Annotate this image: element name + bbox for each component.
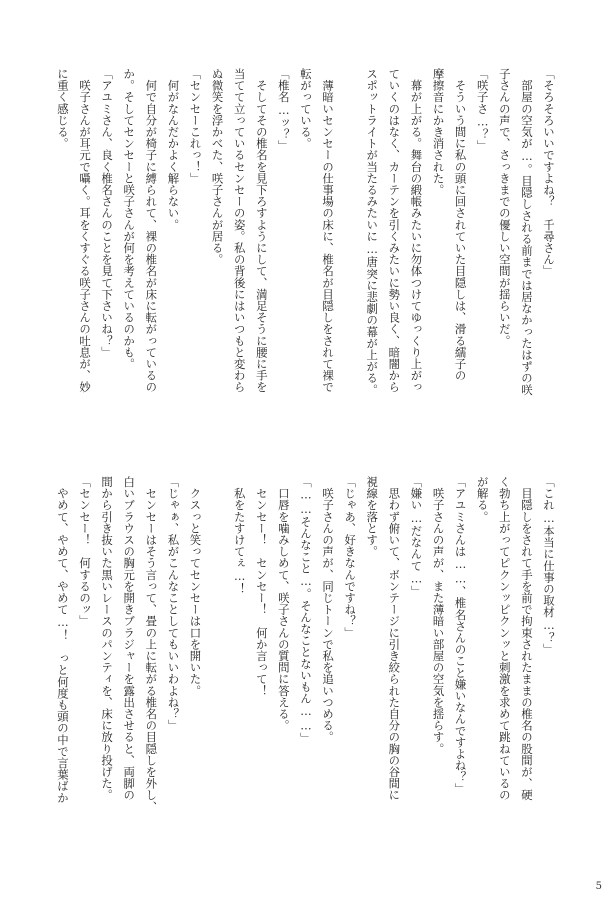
text-column: 「じゃぁ、私がこんなことしてもいいわよね？」 — [166, 476, 181, 732]
text-column: か。そしてセンセーと咲子さんが何を考えているのかも。 — [122, 68, 137, 370]
text-column: 何がなんだかよく解らない。 — [166, 68, 181, 231]
top-text-block — [40, 68, 560, 470]
text-column: 「これ…本当に仕事の取材…？」 — [542, 476, 556, 656]
text-column: 「センセー！ 何するのッ」 — [78, 476, 93, 627]
text-column: 「嫌い…だなんて…」 — [409, 476, 424, 598]
text-column: 「じゃあ、好きなんですね？」 — [343, 476, 358, 639]
text-column: が解る。 — [475, 476, 490, 523]
text-column: 転がっている。 — [298, 68, 313, 150]
text-column: 「センセーこれっ！」 — [188, 68, 203, 184]
text-column: 「そろそろいいですよね？ 千尋さん」 — [542, 68, 556, 277]
text-column: センセー！ センセー！ 何か言って！ — [254, 476, 269, 697]
text-column: ぬ微笑を浮かべた、咲子さんが居る。 — [210, 68, 225, 266]
text-column: ていくのはなく、カーテンを引くみたいに勢い良く、暗闇から — [387, 68, 402, 393]
text-column: スポットライトが当たるみたいに…唐突に悲劇の幕が上がる。 — [365, 68, 380, 396]
text-column: 間から引き抜いた黒いレースのパンティを、床に放り投げた。 — [100, 476, 115, 801]
text-column — [207, 476, 229, 878]
text-column: 「椎名…ッ？」 — [276, 68, 291, 152]
text-column: 「アユミさんは……、椎名さんのこと嫌いなんですよね？」 — [453, 476, 468, 795]
text-column: 薄暗いセンセーの仕事場の床に、椎名が目隠しをされて裸で — [321, 68, 336, 393]
text-column: 咲子さんの声が、また薄暗い部屋の空気を揺らす。 — [431, 476, 446, 755]
text-column: 咲子さんの声が、同じトーンで私を追いつめる。 — [321, 476, 336, 743]
text-column: 視線を落とす。 — [365, 476, 380, 558]
text-column: そういう間に私の頭に回されていた目隠しは、滑る繻子の — [453, 68, 468, 382]
page-number: 5 — [595, 881, 602, 892]
text-column: センセーはそう言って、畳の上に転がる椎名の目隠しを外し、 — [144, 476, 159, 813]
text-column: 白いブラウスの胸元を開きブラジャーを露出させると、両脚の — [122, 476, 137, 801]
text-column: やめて、やめて、やめて…！ っと何度も頭の中で言葉ばか — [55, 476, 70, 804]
text-column: 何で自分が椅子に縛られて、裸の椎名が床に転がっているの — [144, 68, 159, 393]
text-column: 「アユミさん、良く椎名さんのことを見て下さいね？」 — [100, 68, 115, 358]
text-column: 幕が上がる。舞台の緞帳みたいに勿体つけてゆっくり上がっ — [409, 68, 424, 393]
text-column — [339, 68, 361, 470]
text-column: 私をたすけてぇ…！ — [232, 476, 247, 595]
text-column: クスっと笑ってセンセーは口を開いた。 — [188, 476, 203, 697]
text-column: に重く感じる。 — [55, 68, 70, 150]
text-column: 摩擦音にかき消された。 — [431, 68, 446, 196]
text-column: 子さんの声で、さっきまでの優しい空間が揺らいだ。 — [497, 68, 512, 347]
text-column: 「……そんなこと…。そんなことないもん……」 — [298, 476, 313, 745]
text-column: 目隠しをされて手を前で拘束されたままの椎名の股間が、硬 — [519, 476, 534, 801]
bottom-text-block — [40, 476, 560, 878]
text-column: く勃ち上がってピクンッピクンッと刺激を求めて跳ねているの — [497, 476, 512, 801]
text-column: 「咲子さ…？」 — [475, 68, 490, 152]
text-column: 当てて立っているセンセーの姿。私の背後にはいつもと変わら — [232, 68, 247, 393]
text-column: そしてその椎名を見下ろすようにして、満足そうに腰に手を — [254, 68, 269, 393]
text-column: 思わず俯いて、ボンテージに引き絞られた自分の胸の谷間に — [387, 476, 402, 801]
text-column: 部屋の空気が…。目隠しされる前までは居なかったはずの咲 — [519, 68, 534, 396]
text-column: 咲子さんが耳元で囁く。耳をくすぐる咲子さんの吐息が、妙 — [78, 68, 93, 393]
text-column: 口唇を噛みしめて、咲子さんの質問に答える。 — [276, 476, 291, 732]
